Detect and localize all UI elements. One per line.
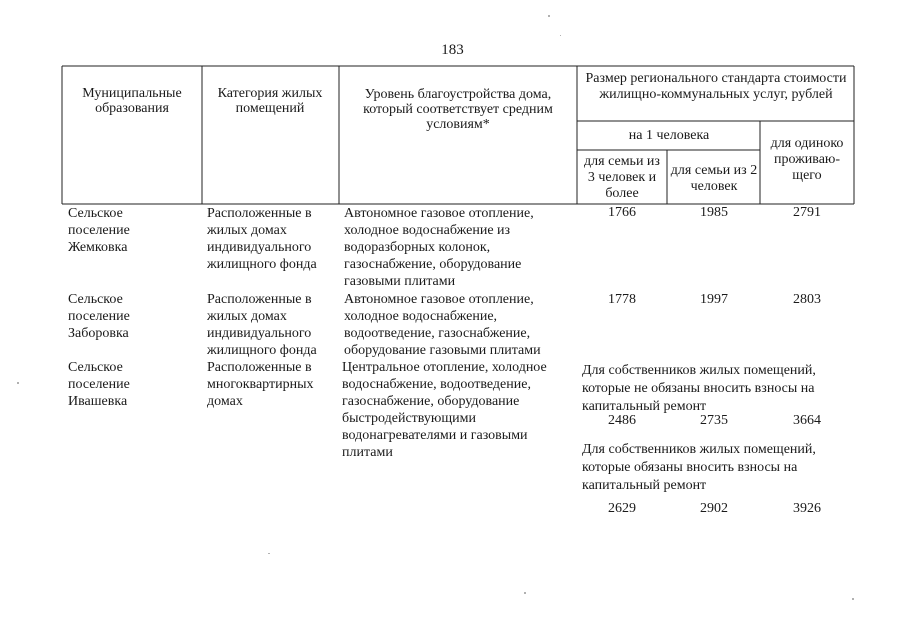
row2-amenities: Автономное газовое отопление, холодное водоснабжение, водоотведение, газоснабжение, оборудование газовыми плитами <box>344 292 541 358</box>
scan-speck <box>524 592 526 594</box>
row3-municipality: Сельское поселение Ивашевка <box>68 360 130 409</box>
scan-speck <box>268 553 270 554</box>
header-family3: для семьи из 3 человек и более <box>584 154 660 201</box>
page-number: 183 <box>441 42 464 58</box>
row3-group2-note: Для собственников жилых помещений, которые обязаны вносить взносы на капитальный ремонт <box>582 442 816 493</box>
header-category: Категория жилых помещений <box>217 86 323 116</box>
row3-group1-family2: 2735 <box>700 413 728 428</box>
header-amenities: Уровень благоустройства дома, который соответствует средним условиям* <box>363 87 553 132</box>
row3-group1-family3: 2486 <box>608 413 636 428</box>
header-municipality: Муниципальные образования <box>82 86 182 116</box>
row3-group2-family2: 2902 <box>700 501 728 516</box>
row1-single: 2791 <box>793 205 821 220</box>
row2-municipality: Сельское поселение Заборовка <box>68 292 130 341</box>
header-family2: для семьи из 2 человек <box>670 163 758 194</box>
row3-category: Расположенные в многоквартирных домах <box>207 360 314 409</box>
row1-family2: 1985 <box>700 205 728 220</box>
scan-speck <box>17 382 19 384</box>
row2-family2: 1997 <box>700 292 728 307</box>
row2-category: Расположенные в жилых домах индивидуального жилищного фонда <box>207 292 317 358</box>
scan-speck <box>852 598 854 600</box>
row3-group1-single: 3664 <box>793 413 821 428</box>
scan-speck <box>560 35 561 36</box>
row2-single: 2803 <box>793 292 821 307</box>
header-single: для одиноко проживаю-щего <box>770 136 844 183</box>
row1-category: Расположенные в жилых домах индивидуального жилищного фонда <box>207 206 317 272</box>
row1-family3: 1766 <box>608 205 636 220</box>
row1-municipality: Сельское поселение Жемковка <box>68 206 130 255</box>
scan-speck <box>548 15 550 17</box>
row3-amenities: Центральное отопление, холодное водоснабжение, водоотведение, газоснабжение, оборудование быстродействующими водонагревателями и газовыми плитами <box>342 360 547 460</box>
row3-group2-single: 3926 <box>793 501 821 516</box>
row2-family3: 1778 <box>608 292 636 307</box>
row1-amenities: Автономное газовое отопление, холодное водоснабжение из водоразборных колонок, газоснабжение, оборудование газовыми плитами <box>344 206 534 289</box>
header-per-person: на 1 человека <box>628 128 710 143</box>
row3-group2-family3: 2629 <box>608 501 636 516</box>
header-standard: Размер регионального стандарта стоимости жилищно-коммунальных услуг, рублей <box>585 71 847 102</box>
row3-group1-note: Для собственников жилых помещений, которые не обязаны вносить взносы на капитальный ремонт <box>582 363 816 414</box>
